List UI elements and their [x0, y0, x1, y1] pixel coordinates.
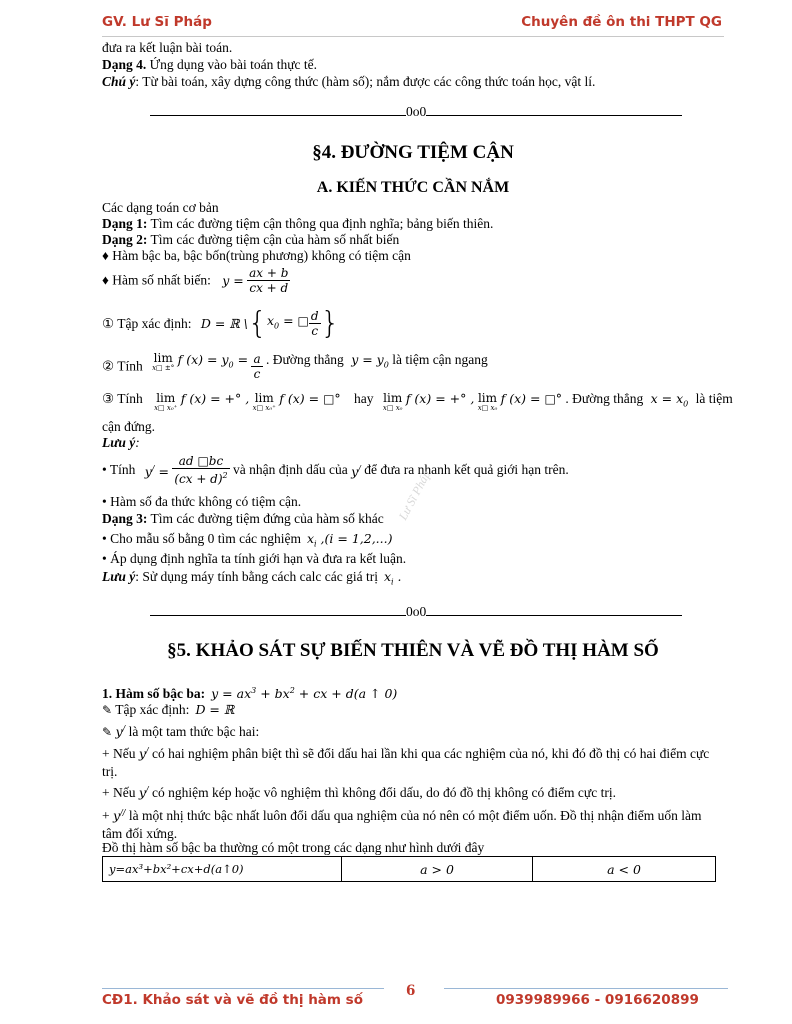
nhat-bien-label: ♦ Hàm số nhất biến: — [102, 272, 211, 288]
nhat-bien-line: ♦ Hàm số nhất biến: y = $\frac{ax + b}{cx + d}$ — [102, 266, 289, 295]
footer-divider-right — [444, 988, 728, 989]
section4-title: §4. ĐƯỜNG TIỆM CẬN — [312, 142, 514, 163]
step3-end: là tiệm — [695, 391, 733, 406]
txd-label: Tập xác định: — [115, 702, 190, 717]
footer-divider-left — [102, 988, 384, 989]
dang2-line — [102, 232, 399, 248]
ham-bac-ba-line: 1. Hàm số bậc ba: $y = ax^3 + bx^2$ + cx + d(a ↑ 0) — [102, 686, 398, 702]
dang4-line — [102, 57, 317, 73]
luuy-colon: : — [135, 435, 140, 450]
luuy2-text: : Sử dụng máy tính bằng cách calc các giá trị — [135, 569, 378, 584]
table-cell — [103, 857, 342, 881]
yprime-line: ✎ y/ là một tam thức bậc hai: — [102, 724, 260, 740]
dang3-text: Tìm các đường tiệm đứng của hàm số khác — [147, 511, 384, 526]
step3-line: ③ Tính lim x□ x₀⁺ f (x) = +° , lim x□ x₀⁺ f (x) = □° hay lim x□ x₀ f (x) = +° , lim x□ x₀ f (x) = □° . Đường thẳng $x = x_0$ là tiệm — [102, 391, 733, 412]
step3-label: ③ Tính — [102, 391, 143, 406]
yprime-text: là một tam thức bậc hai: — [128, 724, 260, 740]
section4-subtitle: A. KIẾN THỨC CẦN NẮM — [316, 179, 510, 196]
para1-text: có hai nghiệm phân biệt thì sẽ đổi dấu hai lần khi qua các nghiệm của nó, khi đó đồ thị có hai điểm cực trị. — [102, 746, 710, 780]
bullet-line: ♦ Hàm bậc ba, bậc bốn(trùng phương) không có tiệm cận — [102, 248, 411, 263]
para3-lead: + — [102, 808, 110, 824]
step2-label: ② Tính — [102, 358, 143, 374]
step3-tail: . Đường thẳng — [565, 391, 644, 406]
luuy2-line: Lưu ý: Sử dụng máy tính bằng cách calc các giá trị $x_i$ . — [102, 569, 402, 587]
table-cell-a-negative: a < 0 — [607, 861, 641, 877]
table-cell — [342, 857, 533, 881]
chuy-line — [102, 74, 595, 90]
page-number: 6 — [406, 983, 416, 999]
dang2-label: Dạng 2: — [102, 232, 148, 247]
footer-chapter: CĐ1. Khảo sát và vẽ đồ thị hàm số — [102, 992, 363, 1008]
chuy-text: : Từ bài toán, xây dựng công thức (hàm số); nắm được các công thức toán học, vật lí. — [135, 74, 596, 89]
para1-lead: + Nếu — [102, 746, 136, 762]
dang2-text: Tìm các đường tiệm cận của hàm số nhất biến — [147, 232, 400, 247]
separator — [150, 604, 676, 620]
step1-line: ① Tập xác định: D = ℝ $\backslash\{x_0$ = □ $\frac{d}{c}$ } — [102, 305, 340, 341]
luuy2-label: Lưu ý — [102, 569, 136, 584]
separator-text: 0o0 — [406, 604, 427, 619]
dang4-text: Ứng dụng vào bài toán thực tế. — [146, 57, 318, 72]
graph-intro: Đồ thị hàm số bậc ba thường có một trong các dạng như hình dưới đây — [102, 840, 485, 855]
d3-b1-line: • Cho mẫu số bằng 0 tìm các nghiệm $x_i$ ,(i = 1,2,...) — [102, 531, 393, 549]
header-author: GV. Lư Sĩ Pháp — [102, 14, 212, 30]
intro-line: Các dạng toán cơ bản — [102, 200, 219, 215]
separator-text: 0o0 — [406, 104, 427, 119]
dang3-line — [102, 511, 384, 527]
step1-label: ① Tập xác định: — [102, 315, 192, 331]
step3-cont: cận đứng. — [102, 419, 156, 434]
header-divider — [102, 36, 724, 37]
ham-bac-ba-label: 1. Hàm số bậc ba: — [102, 686, 206, 702]
watermark: Lư Sĩ Pháp — [395, 468, 434, 523]
para3: + y// là một nhị thức bậc nhất luôn đổi dấu qua nghiệm của nó nên có một điểm uốn. Đồ thị nhận điểm uốn làm tâm đối xứng. — [102, 808, 702, 842]
luuy-b1-label: • Tính — [102, 462, 136, 477]
txd-line: ✎ Tập xác định: D = ℝ — [102, 702, 235, 717]
dang3-label: Dạng 3: — [102, 511, 148, 526]
footer-phone: 0939989966 - 0916620899 — [496, 992, 699, 1008]
para3-text: là một nhị thức bậc nhất luôn đổi dấu qua nghiệm của nó nên có một điểm uốn. Đồ thị nhận điểm uốn làm tâm đối xứng. — [102, 808, 702, 842]
step3-hay: hay — [354, 391, 374, 406]
d3-b2-line: • Áp dụng định nghĩa ta tính giới hạn và đưa ra kết luận. — [102, 551, 407, 566]
d3-b1-label: • Cho mẫu số bằng 0 tìm các nghiệm — [102, 531, 301, 546]
luuy-line — [102, 435, 140, 451]
luuy-b1-line: • Tính y/ = $\frac{ad □bc}{(cx + d)^2}$ và nhận định dấu của y/ để đưa ra nhanh kết quả giới hạn trên. — [102, 454, 569, 486]
section5-title: §5. KHẢO SÁT SỰ BIẾN THIÊN VÀ VẼ ĐỒ THỊ HÀM SỐ — [167, 640, 659, 661]
luuy-b2-line: • Hàm số đa thức không có tiệm cận. — [102, 494, 302, 509]
luuy-b1-end: để đưa ra nhanh kết quả giới hạn trên. — [364, 462, 569, 477]
pointer-icon: ✎ — [102, 703, 113, 717]
table-cell-formula: y=ax³+bx²+cx+d(a↑0) — [109, 862, 244, 876]
step2-tail: . Đường thẳng — [265, 352, 344, 367]
graph-table — [102, 856, 716, 882]
para2: + Nếu y/ có nghiệm kép hoặc vô nghiệm thì không đổi dấu, do đó đồ thị không có điểm cực trị. — [102, 785, 616, 801]
dang1-text: Tìm các đường tiệm cận thông qua định nghĩa; bảng biến thiên. — [147, 216, 494, 231]
luuy-b1-tail: và nhận định dấu của — [233, 462, 348, 477]
step2-end: là tiệm cận ngang — [392, 352, 488, 367]
dang1-label: Dạng 1: — [102, 216, 148, 231]
table-cell-a-positive: a > 0 — [420, 861, 454, 877]
pointer-icon: ✎ — [102, 725, 113, 740]
dang1-line — [102, 216, 493, 232]
para2-lead: + Nếu — [102, 785, 136, 801]
table-cell — [533, 857, 715, 881]
para2-text: có nghiệm kép hoặc vô nghiệm thì không đổi dấu, do đó đồ thị không có điểm cực trị. — [152, 785, 616, 801]
step2-line: ② Tính lim x□ ±° f $(x) = y_0$ = $\frac{a}{c}$ . Đường thẳng $y = y_0$ là tiệm cận ngang — [102, 351, 488, 381]
header-course: Chuyên đề ôn thi THPT QG — [521, 14, 722, 30]
dang4-label: Dạng 4. — [102, 57, 147, 72]
luuy-label: Lưu ý — [102, 435, 136, 450]
separator — [150, 104, 676, 120]
chuy-label: Chú ý — [102, 74, 136, 89]
para1: + Nếu y/ có hai nghiệm phân biệt thì sẽ đổi dấu hai lần khi qua các nghiệm của nó, khi đó đồ thị có hai điểm cực trị. — [102, 746, 710, 780]
text-line: đưa ra kết luận bài toán. — [102, 40, 233, 55]
